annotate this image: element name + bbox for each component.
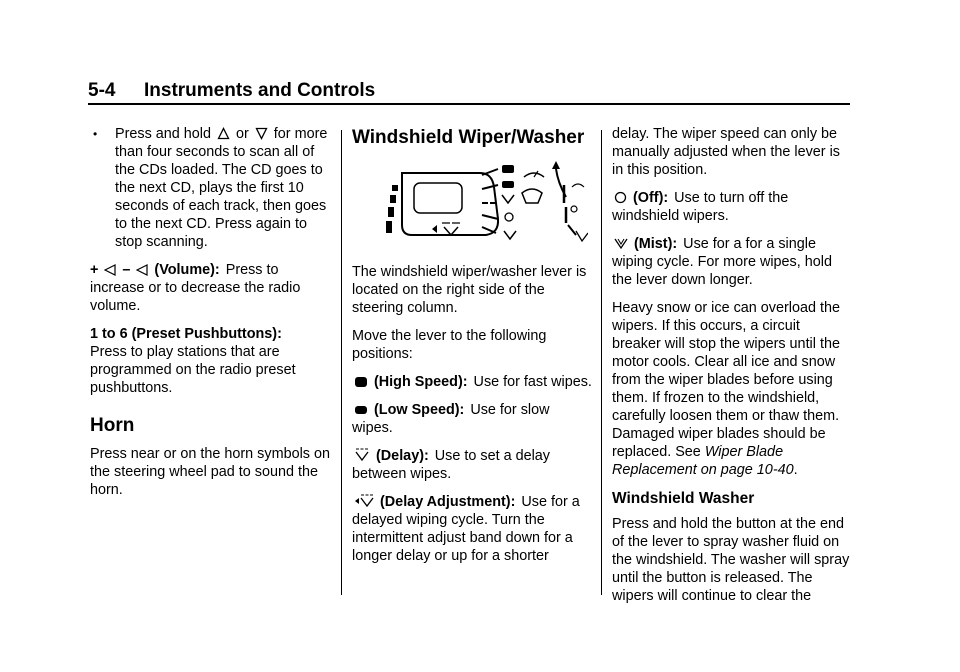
left-column [90,125,330,509]
column-divider-left [341,130,342,595]
high-speed-icon [354,376,368,388]
low-speed-icon [354,404,368,416]
wiper-blade-reference-link[interactable]: Wiper Blade Replacement on page 10-40 [612,444,794,478]
delay-adjustment-paragraph: (Delay Adjustment): Use for a delayed wiping cycle. Turn the intermittent adjust band down for a longer delay or up for a shorter [352,494,580,564]
low-speed-paragraph: (Low Speed): Use for slow wipes. [352,402,550,436]
wiper-lever-illustration [352,157,592,249]
column-divider-right [601,130,602,595]
section-title: Instruments and Controls [144,80,376,101]
delay-continued: delay. The wiper speed can only be manually adjusted when the lever is in this position. [612,126,840,178]
right-column [612,125,852,615]
presets-paragraph: 1 to 6 (Preset Pushbuttons): Press to play stations that are programmed on the radio preset pushbuttons. [90,326,296,396]
off-icon [614,191,627,204]
bullet-dot: • [93,127,98,141]
scan-bullet: • Press and hold or for more than four seconds to scan all of the CDs loaded. The CD goes to the next CD, plays the first 10 seconds of each track, then goes to the next CD. Press again to stop scanning. [93,126,328,250]
triangle-down-icon [255,127,268,140]
wiper-move: Move the lever to the following positions: [352,328,547,362]
wiper-intro: The windshield wiper/washer lever is located on the right side of the steering column. [352,264,587,316]
header-rule [88,103,850,105]
delay-icon [354,448,370,462]
horn-paragraph: Press near or on the horn symbols on the steering wheel pad to sound the horn. [90,446,330,498]
volume-icon [104,264,116,276]
page-header [88,80,850,102]
snow-paragraph: Heavy snow or ice can overload the wipers. If this occurs, a circuit breaker will stop the wipers until the motor cools. Clear all ice and snow from the wiper blades before using them. If frozen to the windshield, carefully loosen them or thaw them. Damaged wiper blades should be replaced. See Wiper Blade Replacement on page 10-40. [612,300,840,478]
off-paragraph: (Off): Use to turn off the windshield wipers. [612,190,789,224]
mist-paragraph: (Mist): Use for a for a single wiping cycle. For more wipes, hold the lever down longer. [612,236,832,288]
volume-icon [136,264,148,276]
mist-icon [614,236,628,250]
triangle-up-icon [217,127,230,140]
delay-adjustment-icon [354,494,374,508]
horn-heading: Horn [90,415,135,436]
washer-paragraph: Press and hold the button at the end of the lever to spray washer fluid on the windshield. The washer will spray until the button is released. The wipers will continue to clear the [612,516,850,604]
washer-heading: Windshield Washer [612,490,755,507]
high-speed-paragraph: (High Speed): Use for fast wipes. [352,373,592,391]
wiper-heading: Windshield Wiper/Washer [352,127,585,148]
volume-paragraph: + – (Volume): Press to increase or to decrease the radio volume. [90,262,301,314]
delay-paragraph: (Delay): Use to set a delay between wipes. [352,448,550,482]
middle-column [352,125,592,575]
section-number: 5-4 [88,80,116,101]
